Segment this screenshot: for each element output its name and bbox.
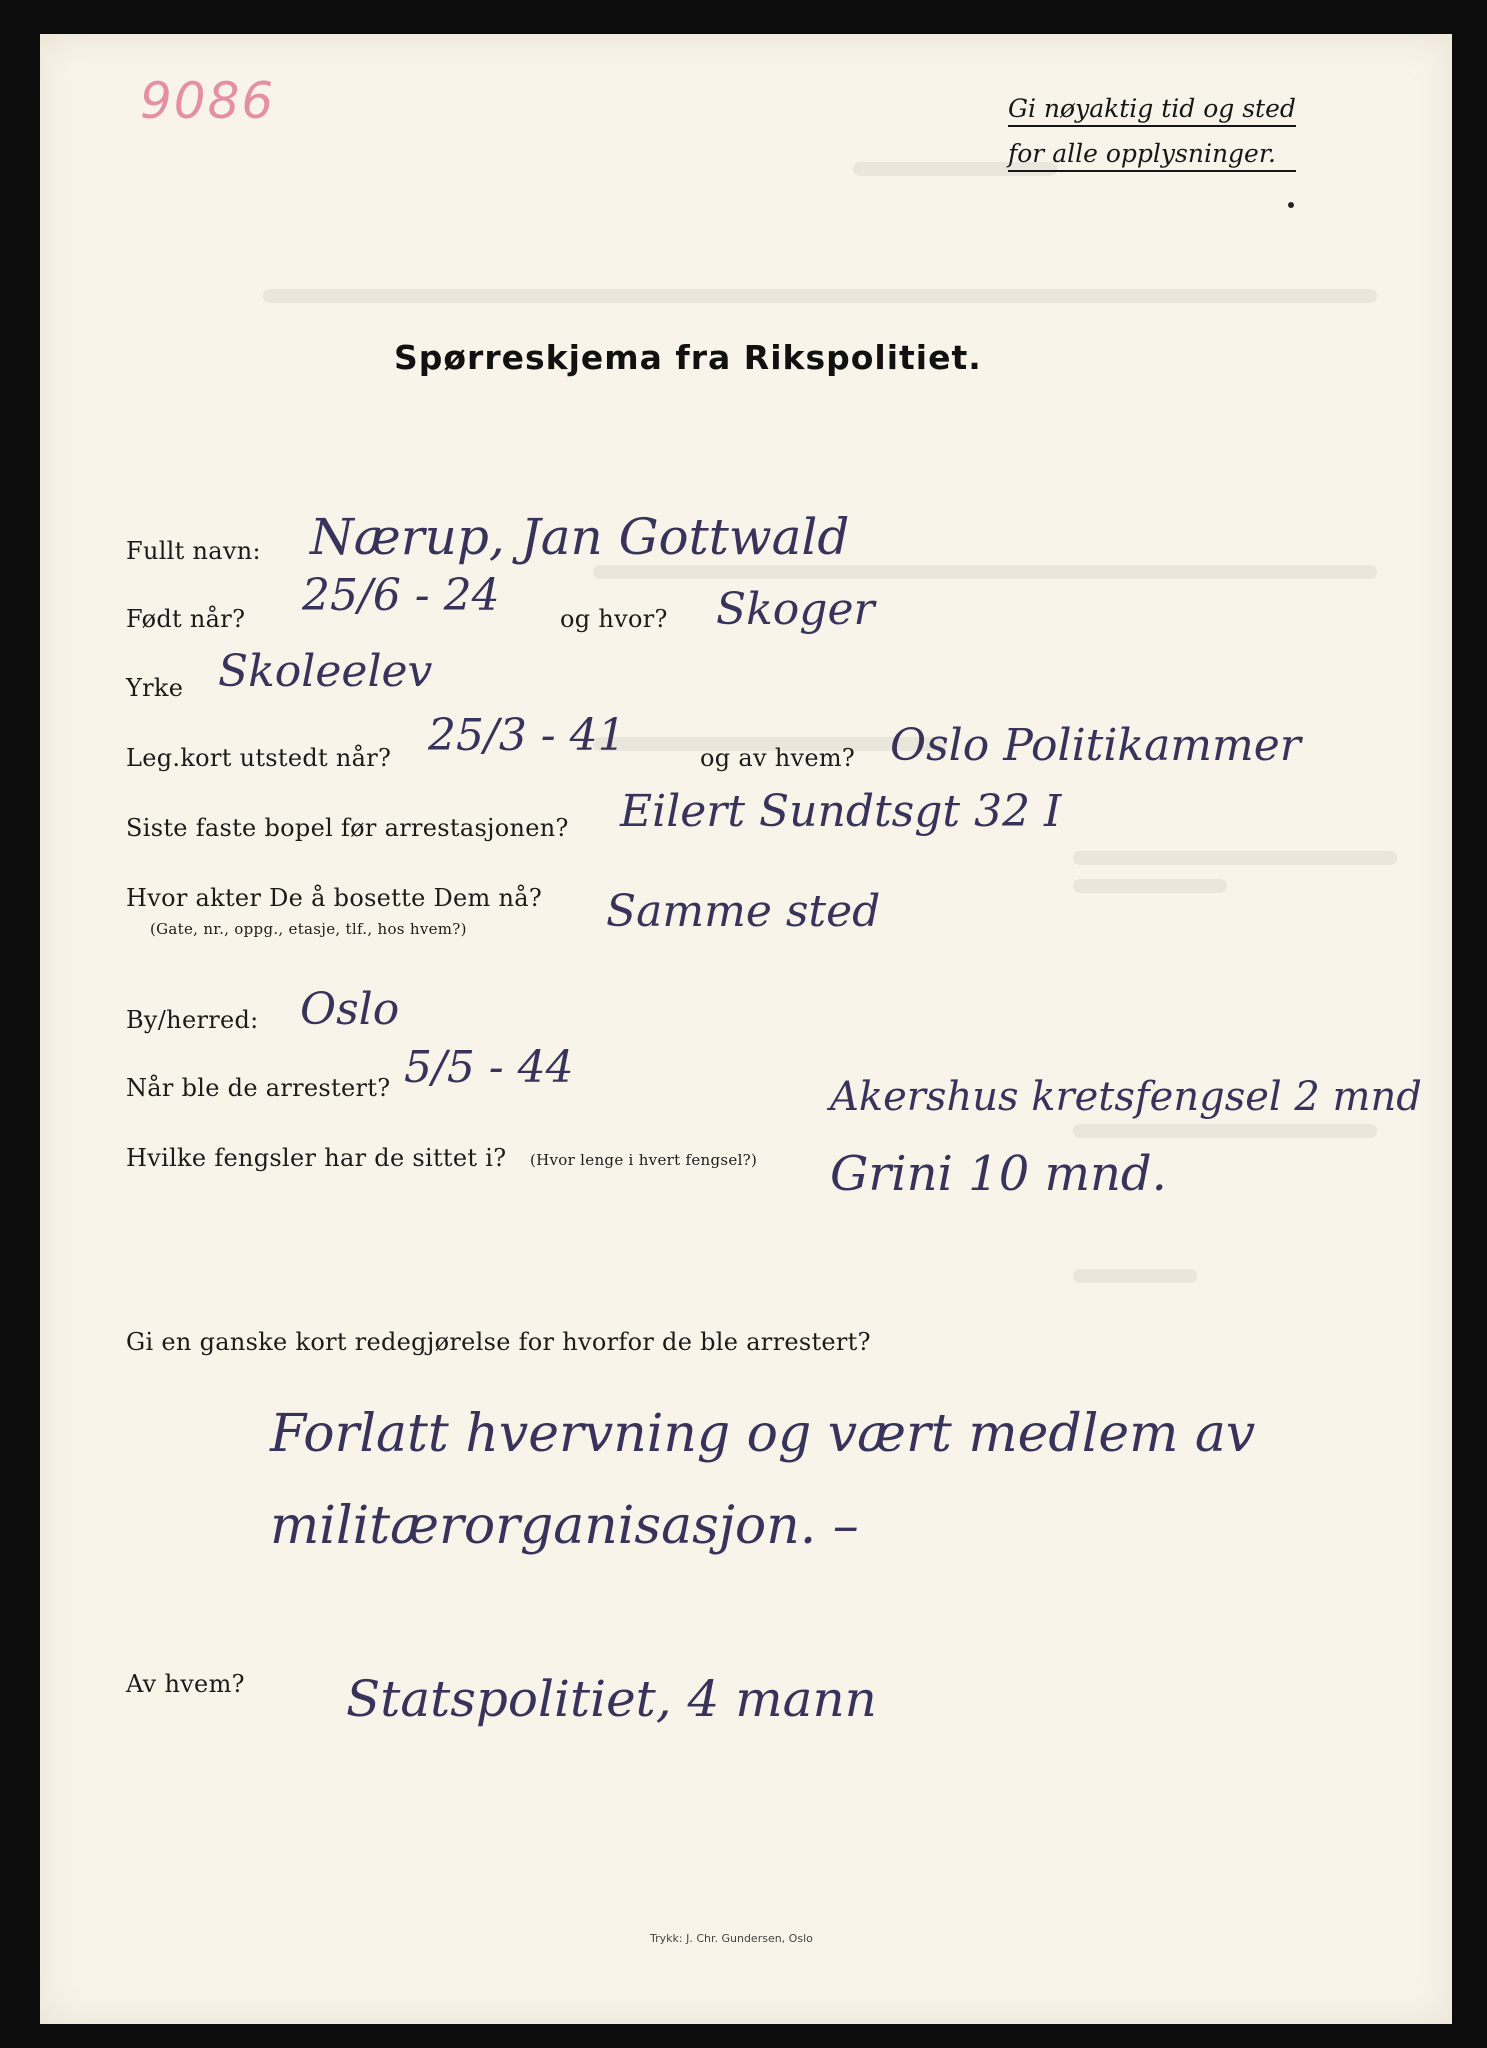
label-last-address: Siste faste bopel før arrestasjonen?: [126, 814, 569, 842]
value-id-issued-when: 25/3 - 41: [428, 710, 626, 761]
label-settle-where: Hvor akter De å bosette Dem nå?: [126, 884, 543, 912]
hint-prisons: (Hvor lenge i hvert fengsel?): [530, 1151, 758, 1169]
value-born-when: 25/6 - 24: [302, 570, 500, 621]
archive-number: 9086: [140, 72, 276, 130]
value-arrested-by: Statspolitiet, 4 mann: [346, 1670, 877, 1728]
hint-settle-where: (Gate, nr., oppg., etasje, tlf., hos hvem?): [150, 920, 467, 938]
notice-line-2: for alle opplysninger.: [1008, 139, 1296, 172]
ink-dot: [1288, 202, 1294, 208]
label-arrested-when: Når ble de arrestert?: [126, 1074, 391, 1102]
label-occupation: Yrke: [126, 674, 184, 702]
label-full-name: Fullt navn:: [126, 537, 261, 565]
value-occupation: Skoleelev: [218, 646, 433, 697]
form-title: Spørreskjema fra Rikspolitiet.: [394, 338, 982, 377]
value-arrested-when: 5/5 - 44: [404, 1042, 574, 1093]
form-sheet: [40, 34, 1452, 2024]
label-id-issued-by: og av hvem?: [700, 744, 856, 772]
label-reason: Gi en ganske kort redegjørelse for hvorfor de ble arrestert?: [126, 1328, 871, 1356]
notice-box: [1008, 94, 1296, 172]
label-id-issued-when: Leg.kort utstedt når?: [126, 744, 392, 772]
value-settle-where: Samme sted: [606, 886, 881, 937]
label-born-where: og hvor?: [560, 605, 668, 633]
value-last-address: Eilert Sundtsgt 32 I: [620, 786, 1062, 837]
printer-credit: Trykk: J. Chr. Gundersen, Oslo: [650, 1932, 813, 1945]
value-reason-line-1: Forlatt hvervning og vært medlem av: [270, 1404, 1256, 1464]
value-prisons-line-2: Grini 10 mnd.: [830, 1146, 1167, 1202]
value-municipality: Oslo: [300, 984, 400, 1035]
value-reason-line-2: militærorganisasjon. –: [270, 1496, 859, 1556]
label-prisons: Hvilke fengsler har de sittet i?: [126, 1144, 507, 1172]
notice-line-1: Gi nøyaktig tid og sted: [1008, 94, 1296, 127]
label-arrested-by: Av hvem?: [126, 1670, 245, 1698]
value-id-issued-by: Oslo Politikammer: [890, 720, 1301, 771]
label-born-when: Født når?: [126, 605, 246, 633]
value-prisons-line-1: Akershus kretsfengsel 2 mnd: [830, 1074, 1422, 1120]
label-municipality: By/herred:: [126, 1006, 259, 1034]
value-born-where: Skoger: [716, 584, 875, 635]
value-full-name: Nærup, Jan Gottwald: [310, 508, 850, 566]
